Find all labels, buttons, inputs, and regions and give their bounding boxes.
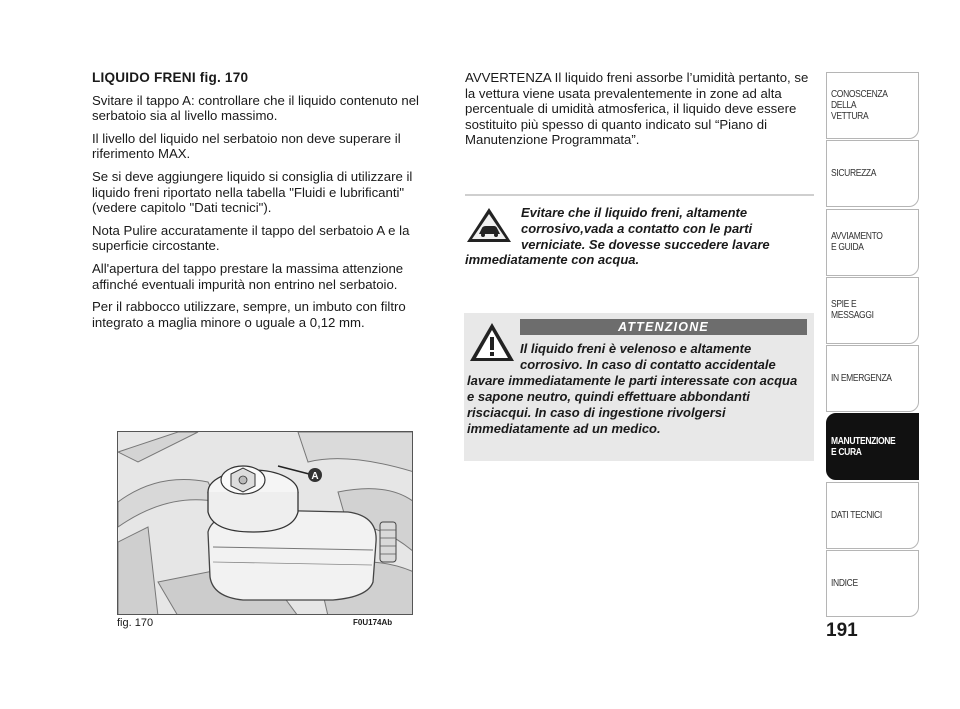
brake-fluid-reservoir-figure: [117, 431, 413, 615]
page-number: 191: [826, 620, 858, 641]
paragraph-2: Il livello del liquido nel serbatoio non deve superare il riferimento MAX.: [92, 130, 401, 162]
attention-title: ATTENZIONE: [520, 319, 807, 335]
tab-label: SPIE E MESSAGGI: [831, 299, 874, 322]
tab-label: CONOSCENZA DELLA VETTURA: [831, 89, 888, 122]
tab-indice[interactable]: [826, 550, 919, 617]
paragraph-1: Svitare il tappo A: controllare che il liquido contenuto nel serbatoio sia al livello massimo.: [92, 92, 419, 124]
section-heading: LIQUIDO FRENI fig. 170: [92, 70, 249, 85]
tab-spie-e-messaggi[interactable]: [826, 277, 919, 344]
chapter-tabs: [826, 72, 919, 618]
warning-paragraph: AVVERTENZA Il liquido freni assorbe l’umidità pertanto, se la vettura viene usata prevalentemente in zone ad alta percentuale di umidità atmosferica, il liquido deve essere sostituito più spesso di quanto indicato sul “Piano di Manutenzione Programmata”.: [465, 70, 809, 148]
paragraph-3: Se si deve aggiungere liquido si consiglia di utilizzare il liquido freni riportato nella tabella "Fluidi e lubrificanti" (vedere capitolo "Dati tecnici").: [92, 168, 413, 216]
paragraph-6: Per il rabbocco utilizzare, sempre, un imbuto con filtro integrato a maglia minore o uguale a 0,12 mm.: [92, 299, 406, 330]
environment-note-text: Evitare che il liquido freni, altamente corrosivo,vada a contatto con le parti verniciate. Se dovesse succedere lavare immediatamente con acqua.: [465, 205, 770, 268]
tab-dati-tecnici[interactable]: [826, 482, 919, 549]
tab-sicurezza[interactable]: [826, 140, 919, 207]
left-column: [92, 70, 440, 337]
tab-label: INDICE: [831, 578, 858, 590]
tab-label: MANUTENZIONE E CURA: [831, 435, 896, 458]
tab-manutenzione-e-cura[interactable]: [826, 413, 919, 480]
divider: [465, 194, 814, 196]
tab-label: IN EMERGENZA: [831, 373, 892, 385]
tab-in-emergenza[interactable]: [826, 345, 919, 412]
tab-label: AVVIAMENTO E GUIDA: [831, 231, 883, 254]
figure-caption: fig. 170: [117, 617, 154, 629]
environment-note: [465, 205, 813, 268]
paragraph-4: Nota Pulire accuratamente il tappo del serbatoio A e la superficie circostante.: [92, 222, 410, 254]
reservoir-illustration: [118, 432, 413, 615]
car-paint-warning-icon: [465, 206, 513, 244]
callout-label: A: [311, 471, 319, 482]
figure-code: F0U174Ab: [353, 618, 393, 627]
tab-conoscenza-della-vettura[interactable]: [826, 72, 919, 139]
attention-text: Il liquido freni è velenoso e altamente corrosivo. In caso di contatto accidentale lavare immediatamente le parti interessate con acqua e sapone neutro, quindi effettuare abbondanti risciacqui. In caso di ingestione rivolgersi immediatamente ad un medico.: [467, 341, 798, 436]
paragraph-5: All'apertura del tappo prestare la massima attenzione affinché eventuali impurità non entrino nel serbatoio.: [92, 260, 404, 292]
attention-box: [464, 313, 814, 461]
tab-label: SICUREZZA: [831, 168, 877, 180]
tab-avviamento-e-guida[interactable]: [826, 209, 919, 276]
attention-text-wrap: [467, 341, 802, 437]
tab-label: DATI TECNICI: [831, 509, 882, 521]
